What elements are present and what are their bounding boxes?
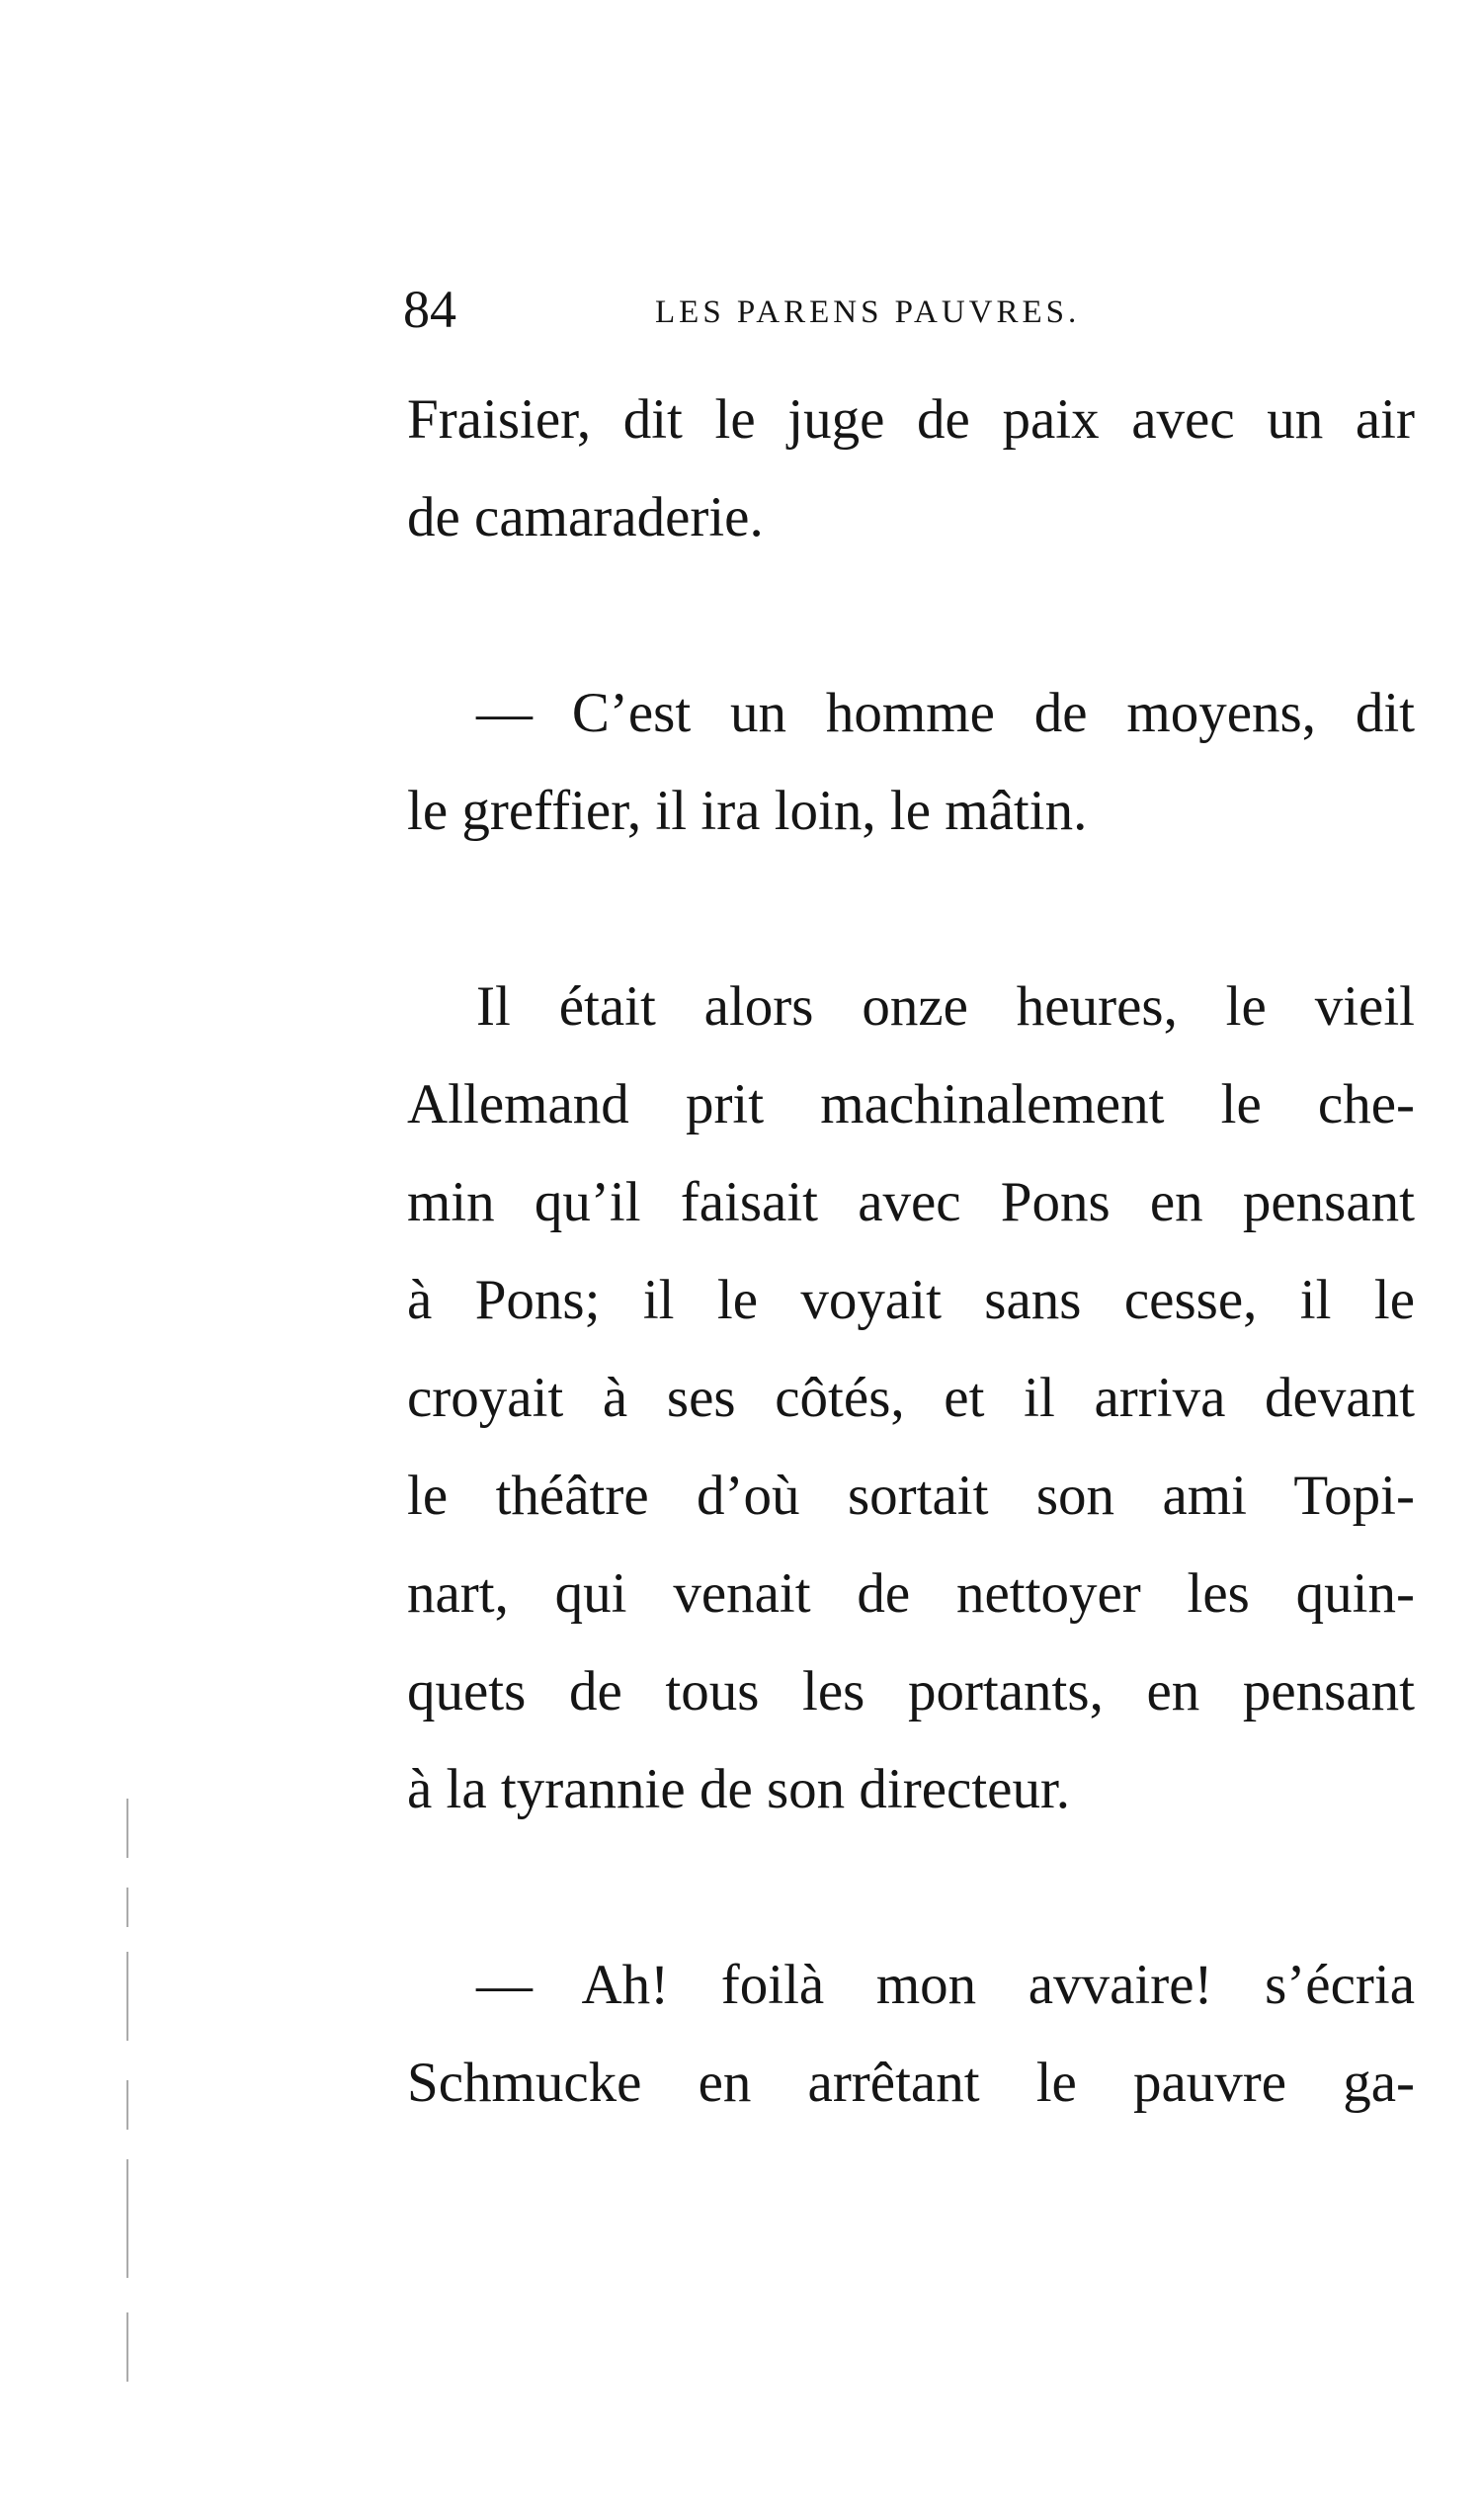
text-line: quets de tous les portants, en pensant (407, 1660, 1415, 1722)
margin-specks (117, 1799, 146, 2490)
body-text (407, 371, 1415, 2132)
speck-mark (126, 2312, 128, 2382)
speck-mark (126, 1888, 128, 1927)
text-line: croyait à ses côtés, et il arriva devant (407, 1367, 1415, 1429)
speck-mark (126, 1952, 128, 2041)
text-line: Fraisier, dit le juge de paix avec un air (407, 388, 1415, 451)
text-line: — C’est un homme de moyens, dit (476, 682, 1415, 744)
running-title: LES PARENS PAUVRES. (655, 294, 1081, 330)
text-line: à Pons; il le voyait sans cesse, il le (407, 1269, 1415, 1331)
speck-mark (126, 2159, 128, 2278)
speck-mark (126, 1799, 128, 1858)
text-line: nart, qui venait de nettoyer les quin- (407, 1562, 1415, 1625)
text-line: le théâtre d’où sortait son ami Topi- (407, 1465, 1415, 1527)
paragraph-gap (407, 566, 1415, 664)
text-line: — Ah! foilà mon avvaire! s’écria (476, 1954, 1415, 2016)
text-line: le greffier, il ira loin, le mâtin. (407, 780, 1088, 842)
paragraph-gap (407, 1838, 1415, 1936)
text-line: Allemand prit machinalement le che- (407, 1073, 1415, 1135)
text-line: de camaraderie. (407, 486, 764, 548)
page-number: 84 (403, 280, 456, 339)
page-header (403, 275, 1391, 344)
text-line: Schmucke en arrêtant le pauvre ga- (407, 2052, 1415, 2114)
text-line: Il était alors onze heures, le vieil (476, 975, 1415, 1038)
text-line: min qu’il faisait avec Pons en pensant (407, 1171, 1415, 1233)
paragraph-gap (407, 860, 1415, 958)
text-line: à la tyrannie de son directeur. (407, 1758, 1071, 1820)
speck-mark (126, 2080, 128, 2130)
